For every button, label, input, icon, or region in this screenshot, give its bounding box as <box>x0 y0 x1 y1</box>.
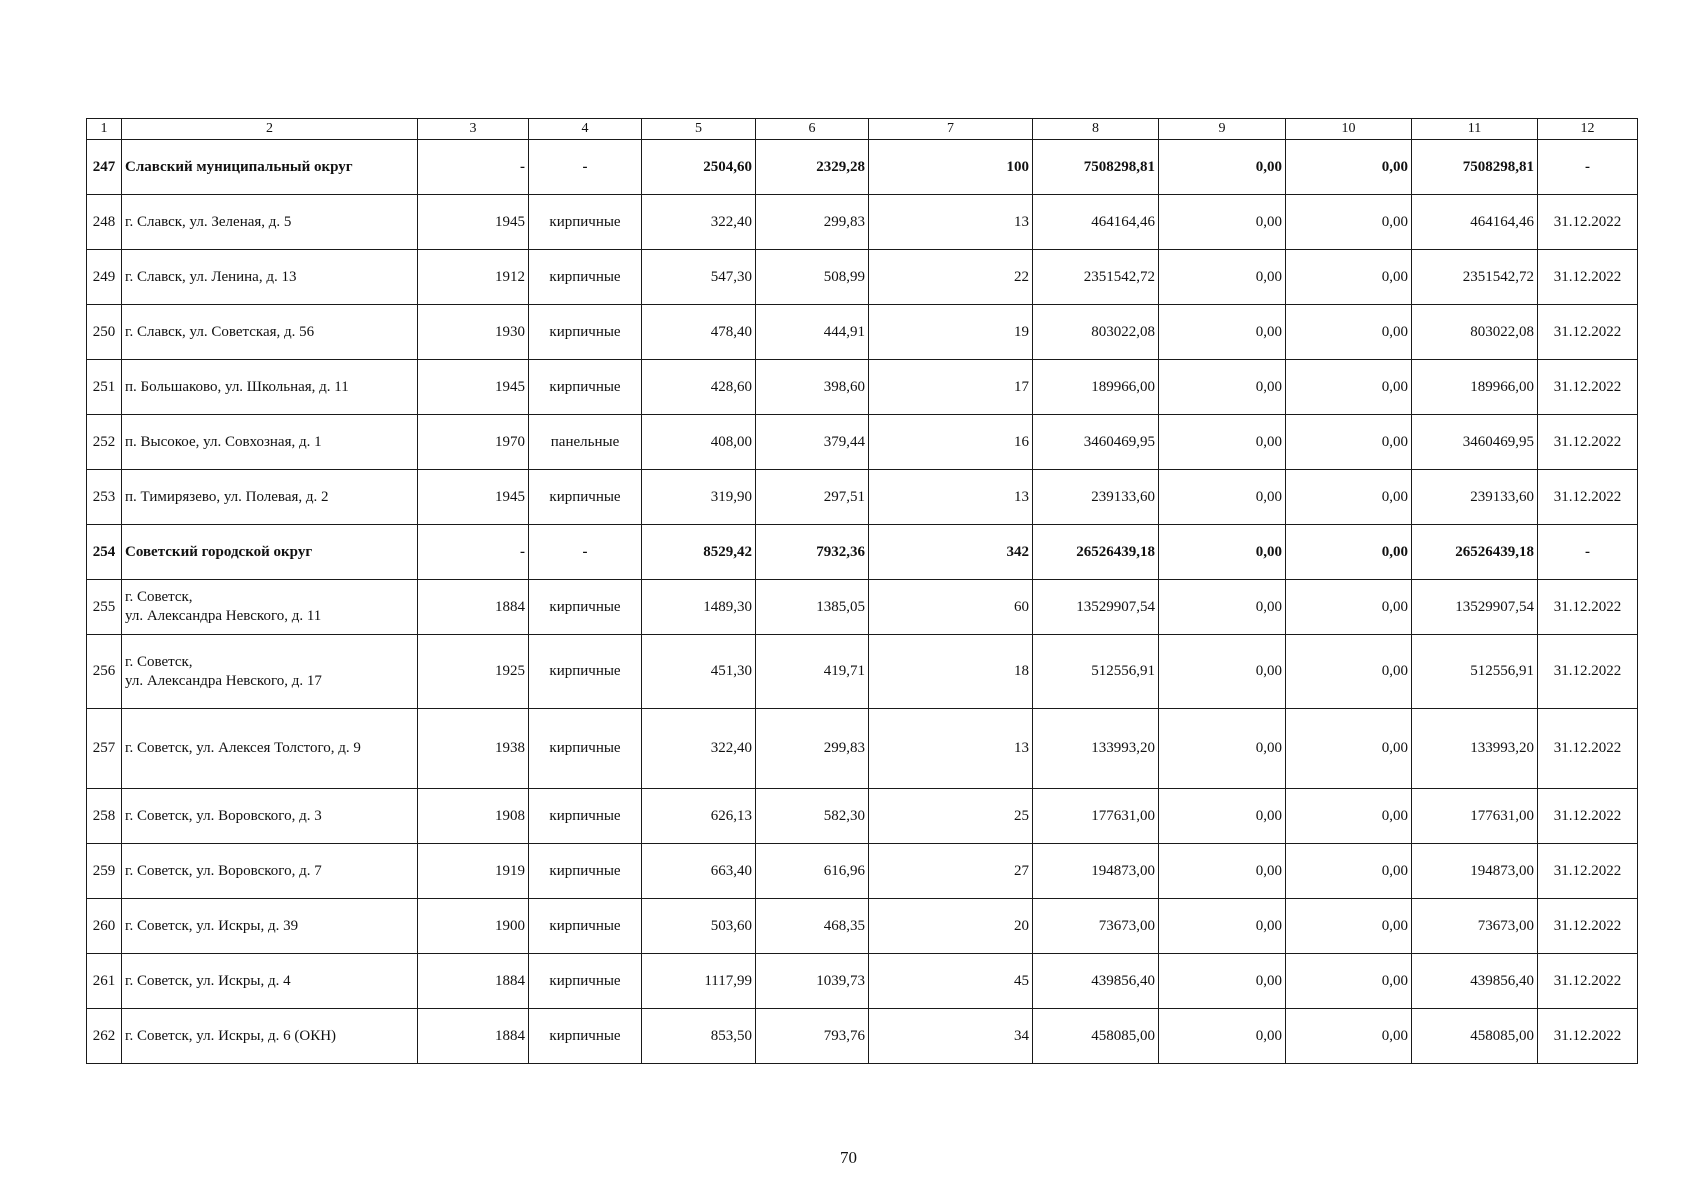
header-cell: 4 <box>529 119 642 140</box>
area-total-cell: 478,40 <box>642 305 756 360</box>
header-cell: 7 <box>869 119 1033 140</box>
area-living-cell: 2329,28 <box>756 140 869 195</box>
wall-material-cell: кирпичные <box>529 580 642 635</box>
residents-cell: 22 <box>869 250 1033 305</box>
cost-total-cell: 26526439,18 <box>1033 525 1159 580</box>
row-number-cell: 251 <box>87 360 122 415</box>
year-cell: 1930 <box>418 305 529 360</box>
table-row <box>87 899 1638 954</box>
area-total-cell: 428,60 <box>642 360 756 415</box>
wall-material-cell: кирпичные <box>529 305 642 360</box>
deadline-cell: 31.12.2022 <box>1538 580 1638 635</box>
cost-total-cell: 133993,20 <box>1033 709 1159 789</box>
housing-table <box>86 118 1638 1064</box>
row-number-cell: 254 <box>87 525 122 580</box>
year-cell: 1900 <box>418 899 529 954</box>
year-cell: 1945 <box>418 470 529 525</box>
cost-other-cell: 464164,46 <box>1412 195 1538 250</box>
deadline-cell: 31.12.2022 <box>1538 1009 1638 1064</box>
area-living-cell: 299,83 <box>756 195 869 250</box>
cost-total-cell: 194873,00 <box>1033 844 1159 899</box>
cost-budget-cell: 0,00 <box>1286 305 1412 360</box>
row-number-cell: 253 <box>87 470 122 525</box>
year-cell: - <box>418 140 529 195</box>
year-cell: 1925 <box>418 635 529 709</box>
year-cell: 1884 <box>418 580 529 635</box>
area-living-cell: 7932,36 <box>756 525 869 580</box>
cost-other-cell: 7508298,81 <box>1412 140 1538 195</box>
cost-fund-cell: 0,00 <box>1159 305 1286 360</box>
residents-cell: 20 <box>869 899 1033 954</box>
residents-cell: 18 <box>869 635 1033 709</box>
header-cell: 12 <box>1538 119 1638 140</box>
address-line: ул. Александра Невского, д. 17 <box>125 672 322 689</box>
cost-other-cell: 73673,00 <box>1412 899 1538 954</box>
cost-other-cell: 13529907,54 <box>1412 580 1538 635</box>
area-living-cell: 468,35 <box>756 899 869 954</box>
wall-material-cell: кирпичные <box>529 1009 642 1064</box>
address-cell: г. Советск, ул. Алексея Толстого, д. 9 <box>122 709 418 789</box>
residents-cell: 13 <box>869 195 1033 250</box>
table-row <box>87 360 1638 415</box>
year-cell: 1945 <box>418 360 529 415</box>
address-cell: п. Большаково, ул. Школьная, д. 11 <box>122 360 418 415</box>
cost-budget-cell: 0,00 <box>1286 415 1412 470</box>
residents-cell: 34 <box>869 1009 1033 1064</box>
table-row <box>87 305 1638 360</box>
table-body <box>87 119 1638 1064</box>
total-row <box>87 140 1638 195</box>
address-line: г. Советск, <box>125 653 193 670</box>
row-number-cell: 248 <box>87 195 122 250</box>
header-cell: 2 <box>122 119 418 140</box>
area-total-cell: 663,40 <box>642 844 756 899</box>
cost-budget-cell: 0,00 <box>1286 899 1412 954</box>
cost-total-cell: 458085,00 <box>1033 1009 1159 1064</box>
cost-total-cell: 73673,00 <box>1033 899 1159 954</box>
cost-fund-cell: 0,00 <box>1159 789 1286 844</box>
header-cell: 11 <box>1412 119 1538 140</box>
area-total-cell: 408,00 <box>642 415 756 470</box>
cost-other-cell: 133993,20 <box>1412 709 1538 789</box>
address-cell: г. Славск, ул. Советская, д. 56 <box>122 305 418 360</box>
table-row <box>87 844 1638 899</box>
table-row <box>87 580 1638 635</box>
area-total-cell: 547,30 <box>642 250 756 305</box>
area-living-cell: 616,96 <box>756 844 869 899</box>
area-total-cell: 1117,99 <box>642 954 756 1009</box>
deadline-cell: 31.12.2022 <box>1538 635 1638 709</box>
row-number-cell: 261 <box>87 954 122 1009</box>
area-living-cell: 1039,73 <box>756 954 869 1009</box>
address-line: ул. Александра Невского, д. 11 <box>125 608 322 624</box>
total-row <box>87 525 1638 580</box>
cost-budget-cell: 0,00 <box>1286 789 1412 844</box>
wall-material-cell: кирпичные <box>529 635 642 709</box>
header-cell: 5 <box>642 119 756 140</box>
year-cell: 1970 <box>418 415 529 470</box>
row-number-cell: 250 <box>87 305 122 360</box>
row-number-cell: 247 <box>87 140 122 195</box>
header-row <box>87 119 1638 140</box>
cost-budget-cell: 0,00 <box>1286 580 1412 635</box>
area-total-cell: 626,13 <box>642 789 756 844</box>
address-cell: п. Тимирязево, ул. Полевая, д. 2 <box>122 470 418 525</box>
area-total-cell: 853,50 <box>642 1009 756 1064</box>
cost-other-cell: 194873,00 <box>1412 844 1538 899</box>
year-cell: 1938 <box>418 709 529 789</box>
area-total-cell: 1489,30 <box>642 580 756 635</box>
address-cell: Славский муниципальный округ <box>122 140 418 195</box>
address-line: г. Советск, <box>125 589 193 606</box>
address-cell <box>122 580 418 635</box>
area-living-cell: 299,83 <box>756 709 869 789</box>
cost-fund-cell: 0,00 <box>1159 899 1286 954</box>
header-cell: 8 <box>1033 119 1159 140</box>
cost-total-cell: 7508298,81 <box>1033 140 1159 195</box>
area-living-cell: 1385,05 <box>756 580 869 635</box>
cost-total-cell: 464164,46 <box>1033 195 1159 250</box>
wall-material-cell: кирпичные <box>529 844 642 899</box>
deadline-cell: 31.12.2022 <box>1538 305 1638 360</box>
area-living-cell: 444,91 <box>756 305 869 360</box>
cost-fund-cell: 0,00 <box>1159 635 1286 709</box>
residents-cell: 16 <box>869 415 1033 470</box>
wall-material-cell: кирпичные <box>529 195 642 250</box>
year-cell: - <box>418 525 529 580</box>
address-cell: п. Высокое, ул. Совхозная, д. 1 <box>122 415 418 470</box>
residents-cell: 19 <box>869 305 1033 360</box>
year-cell: 1884 <box>418 954 529 1009</box>
deadline-cell: 31.12.2022 <box>1538 899 1638 954</box>
table-row <box>87 195 1638 250</box>
wall-material-cell: - <box>529 525 642 580</box>
area-total-cell: 319,90 <box>642 470 756 525</box>
area-total-cell: 322,40 <box>642 195 756 250</box>
area-living-cell: 793,76 <box>756 1009 869 1064</box>
table-row <box>87 709 1638 789</box>
deadline-cell: 31.12.2022 <box>1538 415 1638 470</box>
residents-cell: 27 <box>869 844 1033 899</box>
cost-budget-cell: 0,00 <box>1286 250 1412 305</box>
wall-material-cell: кирпичные <box>529 899 642 954</box>
deadline-cell: 31.12.2022 <box>1538 470 1638 525</box>
area-total-cell: 2504,60 <box>642 140 756 195</box>
cost-budget-cell: 0,00 <box>1286 140 1412 195</box>
residents-cell: 13 <box>869 470 1033 525</box>
cost-other-cell: 2351542,72 <box>1412 250 1538 305</box>
table-row <box>87 1009 1638 1064</box>
cost-budget-cell: 0,00 <box>1286 709 1412 789</box>
residents-cell: 60 <box>869 580 1033 635</box>
cost-total-cell: 177631,00 <box>1033 789 1159 844</box>
cost-total-cell: 803022,08 <box>1033 305 1159 360</box>
cost-budget-cell: 0,00 <box>1286 844 1412 899</box>
cost-fund-cell: 0,00 <box>1159 580 1286 635</box>
address-cell: г. Советск, ул. Воровского, д. 7 <box>122 844 418 899</box>
cost-fund-cell: 0,00 <box>1159 360 1286 415</box>
cost-budget-cell: 0,00 <box>1286 1009 1412 1064</box>
wall-material-cell: кирпичные <box>529 954 642 1009</box>
deadline-cell: - <box>1538 140 1638 195</box>
cost-fund-cell: 0,00 <box>1159 844 1286 899</box>
year-cell: 1919 <box>418 844 529 899</box>
area-living-cell: 582,30 <box>756 789 869 844</box>
table-row <box>87 954 1638 1009</box>
residents-cell: 17 <box>869 360 1033 415</box>
cost-budget-cell: 0,00 <box>1286 525 1412 580</box>
wall-material-cell: кирпичные <box>529 470 642 525</box>
year-cell: 1908 <box>418 789 529 844</box>
deadline-cell: 31.12.2022 <box>1538 250 1638 305</box>
row-number-cell: 260 <box>87 899 122 954</box>
cost-total-cell: 512556,91 <box>1033 635 1159 709</box>
row-number-cell: 258 <box>87 789 122 844</box>
deadline-cell: 31.12.2022 <box>1538 709 1638 789</box>
address-cell: г. Советск, ул. Искры, д. 6 (ОКН) <box>122 1009 418 1064</box>
table-row <box>87 789 1638 844</box>
area-living-cell: 398,60 <box>756 360 869 415</box>
year-cell: 1912 <box>418 250 529 305</box>
area-living-cell: 297,51 <box>756 470 869 525</box>
wall-material-cell: кирпичные <box>529 360 642 415</box>
area-total-cell: 322,40 <box>642 709 756 789</box>
address-cell: г. Славск, ул. Зеленая, д. 5 <box>122 195 418 250</box>
cost-other-cell: 26526439,18 <box>1412 525 1538 580</box>
table-row <box>87 635 1638 709</box>
header-cell: 3 <box>418 119 529 140</box>
cost-total-cell: 439856,40 <box>1033 954 1159 1009</box>
cost-fund-cell: 0,00 <box>1159 470 1286 525</box>
cost-total-cell: 2351542,72 <box>1033 250 1159 305</box>
address-cell: г. Советск, ул. Воровского, д. 3 <box>122 789 418 844</box>
table-row <box>87 415 1638 470</box>
header-cell: 1 <box>87 119 122 140</box>
cost-budget-cell: 0,00 <box>1286 470 1412 525</box>
residents-cell: 45 <box>869 954 1033 1009</box>
residents-cell: 100 <box>869 140 1033 195</box>
address-cell: Советский городской округ <box>122 525 418 580</box>
address-cell <box>122 635 418 709</box>
deadline-cell: - <box>1538 525 1638 580</box>
cost-other-cell: 512556,91 <box>1412 635 1538 709</box>
row-number-cell: 249 <box>87 250 122 305</box>
cost-fund-cell: 0,00 <box>1159 709 1286 789</box>
cost-total-cell: 13529907,54 <box>1033 580 1159 635</box>
cost-other-cell: 803022,08 <box>1412 305 1538 360</box>
cost-total-cell: 189966,00 <box>1033 360 1159 415</box>
wall-material-cell: панельные <box>529 415 642 470</box>
cost-other-cell: 189966,00 <box>1412 360 1538 415</box>
header-cell: 6 <box>756 119 869 140</box>
row-number-cell: 257 <box>87 709 122 789</box>
residents-cell: 25 <box>869 789 1033 844</box>
table-row <box>87 250 1638 305</box>
address-cell: г. Славск, ул. Ленина, д. 13 <box>122 250 418 305</box>
cost-other-cell: 458085,00 <box>1412 1009 1538 1064</box>
year-cell: 1884 <box>418 1009 529 1064</box>
address-cell: г. Советск, ул. Искры, д. 4 <box>122 954 418 1009</box>
page-number: 70 <box>840 1148 857 1167</box>
row-number-cell: 259 <box>87 844 122 899</box>
area-total-cell: 503,60 <box>642 899 756 954</box>
residents-cell: 13 <box>869 709 1033 789</box>
header-cell: 10 <box>1286 119 1412 140</box>
cost-other-cell: 239133,60 <box>1412 470 1538 525</box>
row-number-cell: 262 <box>87 1009 122 1064</box>
wall-material-cell: - <box>529 140 642 195</box>
cost-fund-cell: 0,00 <box>1159 1009 1286 1064</box>
year-cell: 1945 <box>418 195 529 250</box>
deadline-cell: 31.12.2022 <box>1538 844 1638 899</box>
cost-budget-cell: 0,00 <box>1286 360 1412 415</box>
cost-fund-cell: 0,00 <box>1159 140 1286 195</box>
deadline-cell: 31.12.2022 <box>1538 360 1638 415</box>
wall-material-cell: кирпичные <box>529 250 642 305</box>
area-total-cell: 451,30 <box>642 635 756 709</box>
area-total-cell: 8529,42 <box>642 525 756 580</box>
table-row <box>87 470 1638 525</box>
row-number-cell: 252 <box>87 415 122 470</box>
cost-total-cell: 3460469,95 <box>1033 415 1159 470</box>
cost-fund-cell: 0,00 <box>1159 954 1286 1009</box>
row-number-cell: 256 <box>87 635 122 709</box>
cost-fund-cell: 0,00 <box>1159 250 1286 305</box>
row-number-cell: 255 <box>87 580 122 635</box>
cost-other-cell: 177631,00 <box>1412 789 1538 844</box>
cost-total-cell: 239133,60 <box>1033 470 1159 525</box>
cost-other-cell: 3460469,95 <box>1412 415 1538 470</box>
cost-other-cell: 439856,40 <box>1412 954 1538 1009</box>
cost-budget-cell: 0,00 <box>1286 954 1412 1009</box>
cost-fund-cell: 0,00 <box>1159 525 1286 580</box>
deadline-cell: 31.12.2022 <box>1538 789 1638 844</box>
residents-cell: 342 <box>869 525 1033 580</box>
wall-material-cell: кирпичные <box>529 789 642 844</box>
area-living-cell: 508,99 <box>756 250 869 305</box>
area-living-cell: 379,44 <box>756 415 869 470</box>
cost-budget-cell: 0,00 <box>1286 635 1412 709</box>
cost-fund-cell: 0,00 <box>1159 415 1286 470</box>
deadline-cell: 31.12.2022 <box>1538 195 1638 250</box>
deadline-cell: 31.12.2022 <box>1538 954 1638 1009</box>
cost-budget-cell: 0,00 <box>1286 195 1412 250</box>
header-cell: 9 <box>1159 119 1286 140</box>
address-cell: г. Советск, ул. Искры, д. 39 <box>122 899 418 954</box>
cost-fund-cell: 0,00 <box>1159 195 1286 250</box>
area-living-cell: 419,71 <box>756 635 869 709</box>
wall-material-cell: кирпичные <box>529 709 642 789</box>
